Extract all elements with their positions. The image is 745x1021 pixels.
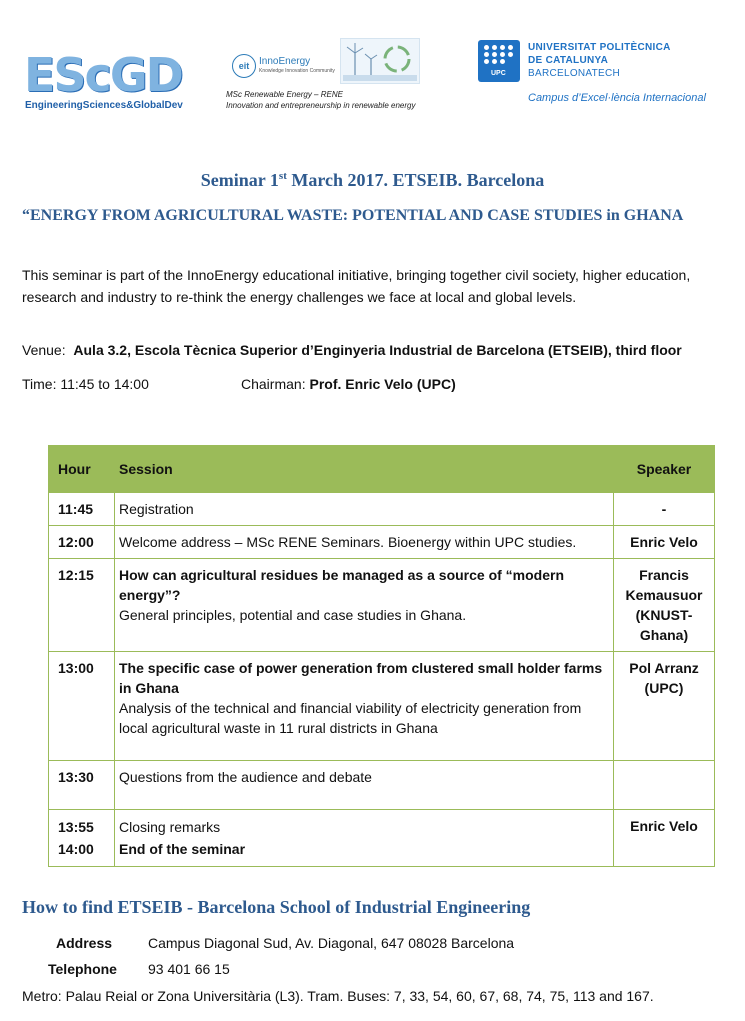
row-speaker (614, 761, 715, 810)
upc-name-line3: BARCELONATECH (528, 68, 621, 79)
row-speaker: Pol Arranz (UPC) (614, 652, 715, 761)
row-session: Welcome address – MSc RENE Seminars. Bioenergy within UPC studies. (115, 526, 614, 559)
table-row (49, 526, 715, 559)
upc-emblem-icon (478, 40, 520, 82)
innoenergy-tagline: Knowledge Innovation Community (259, 68, 335, 74)
innoenergy-logo (226, 38, 426, 118)
escgd-logo-subtitle: EngineeringSciences&GlobalDev (25, 100, 183, 111)
row-session-title-end: End of the seminar (119, 841, 246, 857)
seminar-title: Seminar 1st March 2017. ETSEIB. Barcelona (200, 170, 545, 190)
row-session-title: The specific case of power generation from clustered small holder farms in Ghana (119, 660, 603, 696)
row-hour-end: 14:00 (58, 841, 94, 857)
row-session-title: Closing remarks (119, 819, 221, 835)
transport-info: Metro: Palau Reial or Zona Universitària (L3). Tram. Buses: 7, 33, 54, 60, 67, 68, 74, 75, 113 and 167. (22, 988, 654, 1004)
escgd-logo (22, 50, 192, 118)
address-label: Address (56, 935, 113, 951)
telephone-label: Telephone (48, 961, 117, 977)
row-hour-start: 13:55 (58, 819, 94, 835)
msc-rene-title: MSc Renewable Energy – RENE (226, 90, 343, 99)
address-value: Campus Diagonal Sud, Av. Diagonal, 647 08028 Barcelona (148, 935, 515, 951)
row-hour: 12:00 (49, 526, 115, 559)
msc-rene-tagline: Innovation and entrepreneurship in renewable energy (226, 101, 416, 110)
directions-title: How to find ETSEIB - Barcelona School of Industrial Engineering (22, 897, 531, 917)
seminar-subtitle: “ENERGY FROM AGRICULTURAL WASTE: POTENTIAL AND CASE STUDIES in GHANA (22, 207, 684, 224)
chairman-label: Chairman: (241, 376, 306, 392)
row-hour: 13:30 (49, 761, 115, 810)
table-row (49, 493, 715, 526)
table-row (49, 559, 715, 652)
row-speaker: Enric Velo (614, 810, 715, 867)
row-session (115, 559, 614, 652)
renewable-energy-icon (340, 38, 420, 84)
escgd-logo-word: EScGD (24, 48, 182, 102)
row-session (115, 652, 614, 761)
row-hour: 13:00 (49, 652, 115, 761)
upc-name-line1: UNIVERSITAT POLITÈCNICA (528, 42, 671, 53)
row-session-desc: General principles, potential and case studies in Ghana. (119, 607, 467, 623)
upc-campus-tagline: Campus d’Excel·lència Internacional (528, 92, 706, 104)
seminar-schedule-table (48, 445, 715, 867)
row-session-title: How can agricultural residues be managed as a source of “modern energy”? (119, 567, 565, 603)
table-row (49, 761, 715, 810)
row-speaker: - (614, 493, 715, 526)
row-hour: 11:45 (49, 493, 115, 526)
row-session-desc: Analysis of the technical and financial viability of electricity generation from local agricultural waste in 11 rural districts in Ghana (119, 700, 582, 736)
time-line (22, 373, 149, 395)
row-hour: 12:15 (49, 559, 115, 652)
venue-line (22, 339, 682, 361)
time-value: 11:45 to 14:00 (60, 376, 149, 392)
eit-badge: eit (232, 54, 256, 78)
header-hour: Hour (49, 446, 115, 493)
upc-logo (476, 38, 716, 108)
header-session: Session (115, 446, 614, 493)
table-row (49, 810, 715, 867)
venue-value: Aula 3.2, Escola Tècnica Superior d’Enginyeria Industrial de Barcelona (ETSEIB), third floor (73, 342, 682, 358)
upc-name-line2: DE CATALUNYA (528, 55, 609, 66)
venue-label: Venue: (22, 342, 66, 358)
innoenergy-word: InnoEnergy (259, 56, 311, 67)
intro-paragraph: This seminar is part of the InnoEnergy educational initiative, bringing together civil society, higher education, research and industry to re-think the energy challenges we face at local and global levels. (22, 267, 691, 305)
table-row (49, 652, 715, 761)
row-hour (49, 810, 115, 867)
row-session (115, 810, 614, 867)
row-session: Registration (115, 493, 614, 526)
upc-abbr: UPC (491, 70, 506, 77)
row-session: Questions from the audience and debate (115, 761, 614, 810)
telephone-value: 93 401 66 15 (148, 961, 230, 977)
chairman-value: Prof. Enric Velo (UPC) (309, 376, 456, 392)
chairman-line (241, 373, 456, 395)
header-speaker: Speaker (614, 446, 715, 493)
time-label: Time: (22, 376, 57, 392)
row-speaker: Francis Kemausuor (KNUST-Ghana) (614, 559, 715, 652)
table-header-row (49, 446, 715, 493)
row-speaker: Enric Velo (614, 526, 715, 559)
